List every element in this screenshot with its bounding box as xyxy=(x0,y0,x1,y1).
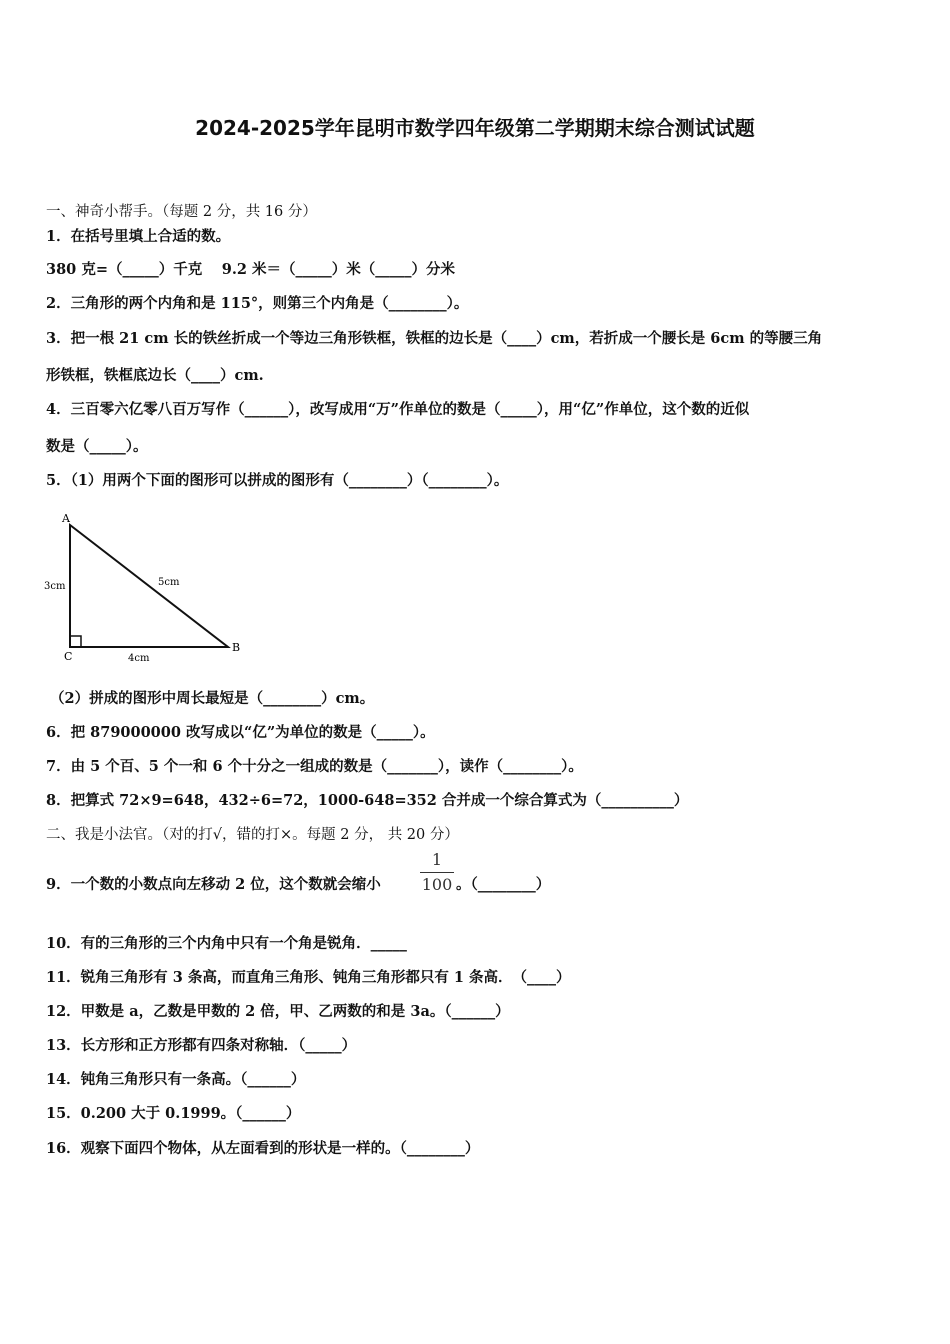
question-1: 1．在括号里填上合适的数。 xyxy=(46,228,231,245)
question-1-blanks: 380 克=（_____）千克 9.2 米＝（_____）米（_____）分米 xyxy=(46,261,456,278)
question-13: 13．长方形和正方形都有四条对称轴．（_____） xyxy=(46,1037,357,1054)
section-1-heading: 一、神奇小帮手。（每题 2 分，共 16 分） xyxy=(46,204,317,220)
triangle-shape xyxy=(70,525,228,647)
fraction-one-hundredth xyxy=(420,850,454,895)
side-ab-label: 5cm xyxy=(158,577,180,588)
question-3-line1: 3．把一根 21 cm 长的铁丝折成一个等边三角形铁框，铁框的边长是（____）cm，若折成一个腰长是 6cm 的等腰三角 xyxy=(46,330,823,347)
question-8: 8．把算式 72×9=648，432÷6=72，1000-648=352 合并成一个综合算式为（__________） xyxy=(46,792,689,809)
question-3-line2: 形铁框，铁框底边长（____）cm. xyxy=(46,367,264,384)
question-4-line2: 数是（_____）。 xyxy=(46,438,148,455)
question-16: 16．观察下面四个物体，从左面看到的形状是一样的。（________） xyxy=(46,1140,480,1157)
question-7: 7．由 5 个百、5 个一和 6 个十分之一组成的数是（_______），读作（________）。 xyxy=(46,758,583,775)
question-12: 12．甲数是 a，乙数是甲数的 2 倍，甲、乙两数的和是 3a。（______） xyxy=(46,1003,510,1020)
vertex-c-label: C xyxy=(64,650,73,663)
question-9-text: 9．一个数的小数点向左移动 2 位，这个数就会缩小 xyxy=(46,876,381,893)
side-ac-label: 3cm xyxy=(44,581,66,592)
section-2-heading: 二、我是小法官。（对的打√，错的打×。每题 2 分， 共 20 分） xyxy=(46,827,459,843)
side-cb-label: 4cm xyxy=(128,653,150,664)
question-5: 5．（1）用两个下面的图形可以拼成的图形有（________）（________）。 xyxy=(46,472,509,489)
right-angle-marker xyxy=(70,636,81,647)
fraction-denominator: 100 xyxy=(421,875,453,894)
right-triangle-figure xyxy=(36,508,256,668)
fraction-bar xyxy=(420,872,454,873)
question-6: 6．把 879000000 改写成以“亿”为单位的数是（_____）。 xyxy=(46,724,435,741)
question-15: 15．0.200 大于 0.1999。（______） xyxy=(46,1105,301,1122)
question-14: 14．钝角三角形只有一条高。（______） xyxy=(46,1071,306,1088)
question-2: 2．三角形的两个内角和是 115°，则第三个内角是（________）。 xyxy=(46,295,469,312)
vertex-a-label: A xyxy=(62,512,70,525)
question-11: 11．锐角三角形有 3 条高，而直角三角形、钝角三角形都只有 1 条高． （____） xyxy=(46,969,571,986)
question-5-part2: （2）拼成的图形中周长最短是（________）cm。 xyxy=(50,690,375,707)
question-10: 10．有的三角形的三个内角中只有一个角是锐角．_____ xyxy=(46,935,407,952)
vertex-b-label: B xyxy=(232,641,241,654)
question-4-line1: 4．三百零六亿零八百万写作（______），改写成用“万”作单位的数是（_____），用“亿”作单位，这个数的近似 xyxy=(46,401,750,418)
question-9-answer: 。（________） xyxy=(456,876,551,893)
fraction-numerator: 1 xyxy=(431,850,443,869)
page-title: 2024-2025学年昆明市数学四年级第二学期期末综合测试试题 xyxy=(195,116,755,140)
